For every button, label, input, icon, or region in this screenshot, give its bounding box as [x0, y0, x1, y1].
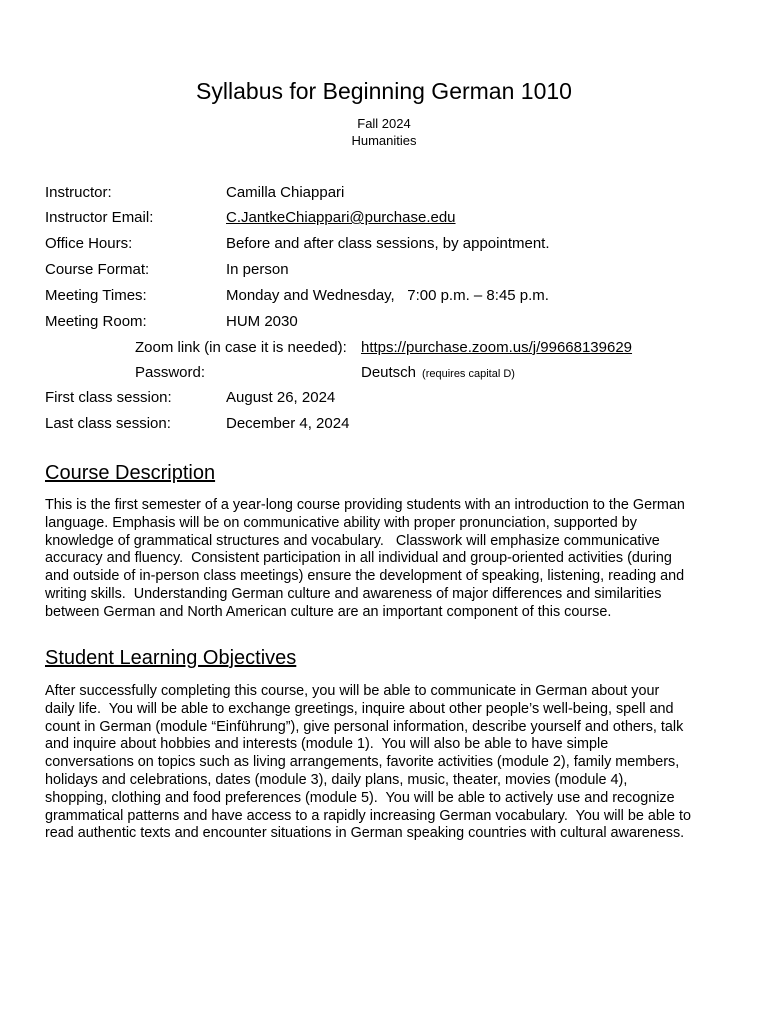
last-session-value: December 4, 2024 — [226, 415, 350, 432]
zoom-label: Zoom link (in case it is needed): — [135, 339, 347, 356]
learning-objectives-line: holidays and celebrations, dates (module 3), daily plans, music, theater, movies (module 4), — [45, 771, 628, 788]
email-link[interactable]: C.JantkeChiappari@purchase.edu — [226, 209, 456, 226]
password-label: Password: — [135, 364, 206, 381]
meeting-room-label: Meeting Room: — [45, 313, 147, 330]
learning-objectives-line: grammatical patterns and have access to a rapidly increasing German vocabulary. You will be able to — [45, 807, 692, 824]
course-format-value: In person — [226, 261, 289, 278]
office-hours-value: Before and after class sessions, by appointment. — [226, 235, 550, 252]
course-description-line: writing skills. Understanding German culture and awareness of major differences and similarities — [45, 585, 662, 602]
course-description-line: knowledge of grammatical structures and vocabulary. Classwork will emphasize communicative — [45, 532, 660, 549]
office-hours-row — [45, 234, 745, 256]
password-value: Deutsch — [361, 364, 417, 381]
password-row — [45, 363, 745, 385]
department-label: Humanities — [351, 133, 417, 148]
first-session-row — [45, 388, 745, 410]
course-description-line: between German and North American culture are an important component of this course. — [45, 603, 612, 620]
password-value-group — [361, 363, 515, 384]
learning-objectives-line: shopping, clothing and food preferences (module 5). You will be able to actively use and recognize — [45, 789, 675, 806]
instructor-value: Camilla Chiappari — [226, 184, 345, 201]
email-row — [45, 208, 745, 230]
meeting-times-value: Monday and Wednesday, 7:00 p.m. – 8:45 p.m. — [226, 287, 549, 304]
email-label: Instructor Email: — [45, 209, 154, 226]
document-title: Syllabus for Beginning German 1010 — [196, 78, 572, 104]
zoom-link[interactable]: https://purchase.zoom.us/j/99668139629 — [361, 339, 633, 356]
learning-objectives-line: and inquire about hobbies and interests (module 1). You will also be able to have simple — [45, 736, 609, 753]
last-session-row — [45, 414, 745, 436]
term-label: Fall 2024 — [357, 116, 411, 131]
learning-objectives-line: count in German (module “Einführung”), give personal information, describe yourself and others, talk — [45, 718, 684, 735]
course-description-body — [45, 497, 729, 622]
meeting-room-row — [45, 312, 745, 334]
password-note: (requires capital D) — [422, 368, 515, 380]
course-description-line: This is the first semester of a year-long course providing students with an introduction to the German — [45, 497, 685, 513]
learning-objectives-line: After successfully completing this course, you will be able to communicate in German about your — [45, 683, 660, 699]
meeting-times-label: Meeting Times: — [45, 287, 147, 304]
course-description-line: accuracy and fluency. Consistent participation in all individual and group-oriented activities (during — [45, 550, 672, 567]
meeting-times-row — [45, 286, 745, 308]
instructor-label: Instructor: — [45, 184, 112, 201]
last-session-label: Last class session: — [45, 415, 171, 432]
course-description-heading: Course Description — [45, 462, 216, 484]
course-format-row — [45, 260, 745, 282]
course-format-label: Course Format: — [45, 261, 150, 278]
course-description-line: language. Emphasis will be on communicative ability with proper pronunciation, supported by — [45, 514, 637, 531]
first-session-value: August 26, 2024 — [226, 389, 336, 406]
learning-objectives-body — [45, 683, 729, 843]
learning-objectives-line: daily life. You will be able to exchange greetings, inquire about other people’s well-being, spell and — [45, 700, 674, 717]
learning-objectives-line: conversations on topics such as living arrangements, favorite activities (module 2), family members, — [45, 754, 680, 771]
course-description-line: and outside of in-person class meetings) ensure the development of speaking, listening, reading and — [45, 568, 685, 585]
first-session-label: First class session: — [45, 389, 172, 406]
zoom-row — [45, 338, 745, 360]
office-hours-label: Office Hours: — [45, 235, 133, 252]
learning-objectives-heading: Student Learning Objectives — [45, 647, 297, 669]
meeting-room-value: HUM 2030 — [226, 313, 298, 330]
instructor-row — [45, 183, 745, 205]
learning-objectives-line: read authentic texts and encounter situations in German speaking countries with cultural awareness. — [45, 825, 685, 842]
